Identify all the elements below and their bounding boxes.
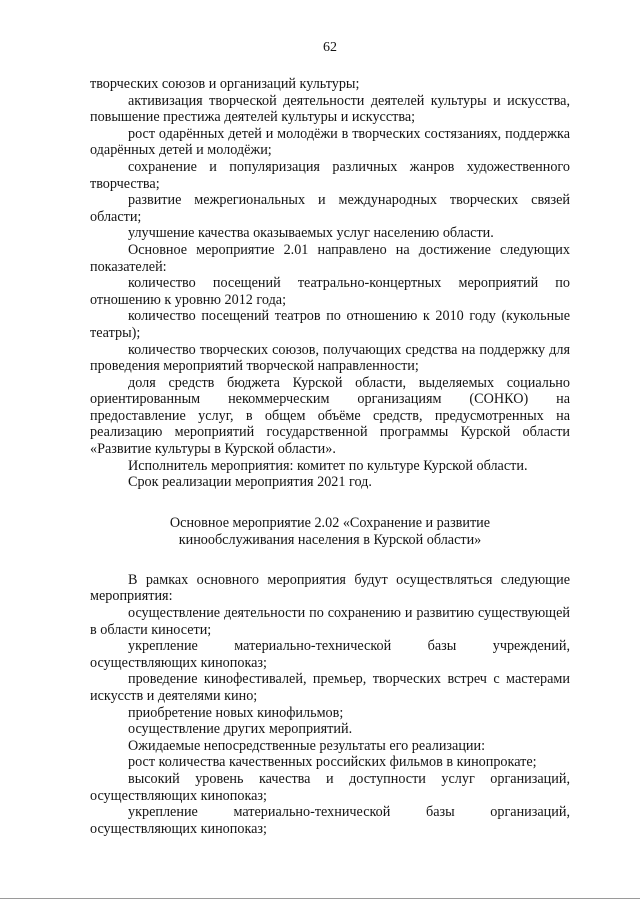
section-heading-line-1: Основное мероприятие 2.02 «Сохранение и развитие [169, 514, 491, 531]
paragraph: улучшение качества оказываемых услуг населению области. [128, 225, 494, 242]
paragraph: рост количества качественных российских фильмов в кинопрокате; [128, 754, 537, 771]
paragraph: приобретение новых кинофильмов; [128, 704, 344, 721]
paragraph: укрепление материально-технической базы учреждений, осуществляющих кинопоказ; [90, 638, 570, 671]
paragraph: развитие межрегиональных и международных творческих связей области; [90, 192, 570, 225]
paragraph: В рамках основного мероприятия будут осуществляться следующие мероприятия: [90, 571, 570, 605]
page-number: 62 [323, 40, 337, 55]
paragraph: творческих союзов и организаций культуры; [90, 76, 360, 92]
paragraph: активизация творческой деятельности деятелей культуры и искусства, повышение престижа деятелей культуры и искусства; [90, 92, 570, 126]
page-bottom-rule [0, 898, 640, 899]
paragraph: количество творческих союзов, получающих средства на поддержку для проведения мероприятий творческой направленности; [90, 341, 570, 375]
paragraph: проведение кинофестивалей, премьер, творческих встреч с мастерами искусств и деятелями кино; [90, 671, 570, 704]
paragraph: высокий уровень качества и доступности услуг организаций, осуществляющих кинопоказ; [90, 770, 570, 804]
paragraph: осуществление других мероприятий. [128, 721, 353, 738]
body-text-part-2 [90, 572, 570, 838]
paragraph: Ожидаемые непосредственные результаты его реализации: [128, 737, 486, 754]
paragraph: количество посещений театрально-концертных мероприятий по отношению к уровню 2012 года; [90, 275, 570, 308]
section-heading-line-2: кинообслуживания населения в Курской области» [178, 531, 482, 548]
body-text-part-1 [90, 76, 570, 491]
section-heading [90, 515, 570, 549]
paragraph: Исполнитель мероприятия: комитет по культуре Курской области. [128, 457, 528, 474]
paragraph: Основное мероприятие 2.01 направлено на достижение следующих показателей: [90, 241, 570, 275]
paragraph: доля средств бюджета Курской области, выделяемых социально ориентированным некоммерческим организациям (СОНКО) на предоставление услуг, в общем объёме средств, предусмотренных на реализацию мероприятий государственной программы Курской области «Развитие культуры в Курской области». [90, 374, 570, 458]
paragraph: укрепление материально-технической базы организаций, осуществляющих кинопоказ; [90, 804, 570, 837]
paragraph: сохранение и популяризация различных жанров художественного творчества; [90, 158, 570, 192]
paragraph: осуществление деятельности по сохранению и развитию существующей в области киносети; [90, 605, 570, 638]
paragraph: Срок реализации мероприятия 2021 год. [128, 474, 372, 491]
paragraph: рост одарённых детей и молодёжи в творческих состязаниях, поддержка одарённых детей и молодёжи; [90, 125, 570, 159]
paragraph: количество посещений театров по отношению к 2010 году (кукольные театры); [90, 308, 570, 341]
